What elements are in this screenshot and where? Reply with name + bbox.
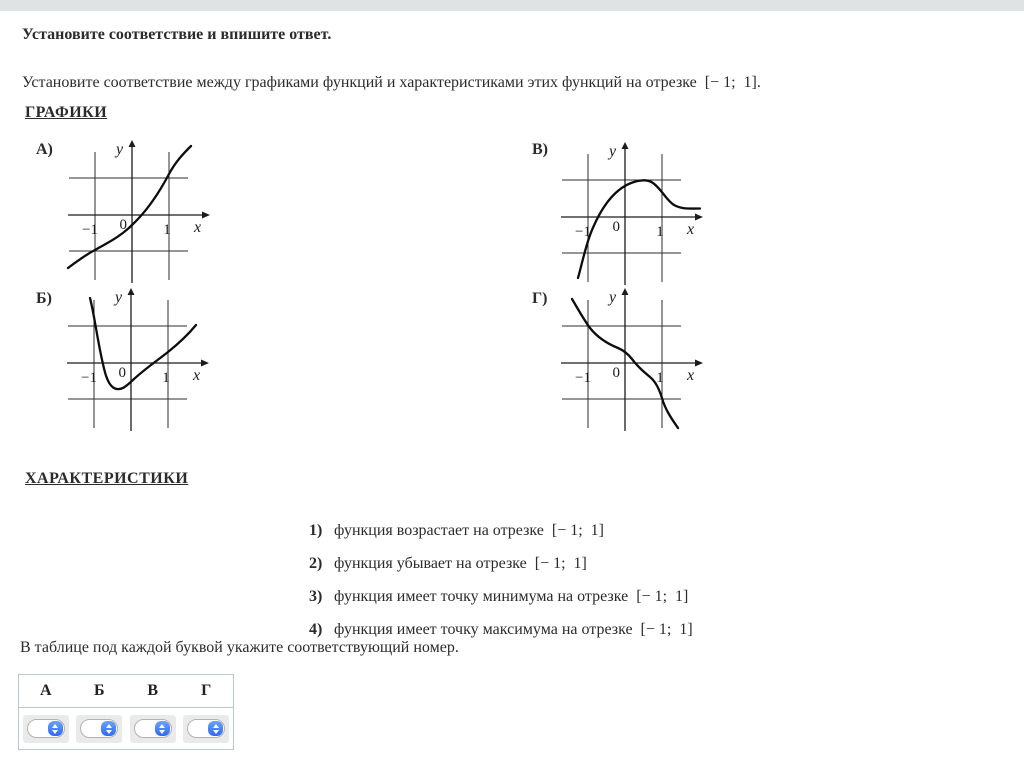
item-text: функция имеет точку минимума на отрезке [− 1; 1] (334, 588, 689, 605)
stepper-up-icon[interactable] (159, 724, 165, 728)
stepper-button[interactable] (48, 721, 63, 736)
table-instruction: В таблице под каждой буквой укажите соответствующий номер. (20, 639, 459, 656)
answer-stepper-g[interactable] (183, 715, 229, 743)
stepper-up-icon[interactable] (106, 724, 112, 728)
tick-zero: 0 (119, 217, 127, 233)
tick-one: 1 (656, 370, 664, 386)
task-instruction: Установите соответствие между графиками функций и характеристиками этих функций на отрезке [− 1; 1]. (22, 74, 761, 91)
y-axis-arrow-icon (129, 140, 136, 147)
tick-minus1: −1 (575, 224, 591, 240)
tick-minus1: −1 (82, 222, 98, 238)
function-curve (68, 146, 191, 268)
stepper-button[interactable] (208, 721, 223, 736)
item-number: 3) (309, 588, 323, 605)
graph-a-plot (65, 138, 215, 288)
answer-table-inputs (19, 708, 233, 749)
x-axis-label: x (687, 221, 695, 238)
item-text: функция убывает на отрезке [− 1; 1] (334, 555, 587, 572)
tick-zero: 0 (612, 365, 620, 381)
answer-cell-b (73, 708, 127, 749)
x-axis-arrow-icon (202, 212, 210, 219)
x-axis-label: x (687, 367, 695, 384)
y-axis-label: y (116, 141, 124, 158)
column-header-b: Б (93, 682, 105, 699)
graph-a-label: А) (36, 141, 53, 158)
stepper-button[interactable] (155, 721, 170, 736)
x-axis-label: x (193, 367, 201, 384)
stepper-down-icon[interactable] (159, 730, 165, 734)
tick-minus1: −1 (81, 370, 97, 386)
stepper-field[interactable] (80, 719, 118, 738)
stepper-down-icon[interactable] (213, 730, 219, 734)
item-text: функция возрастает на отрезке [− 1; 1] (334, 522, 604, 539)
stepper-up-icon[interactable] (213, 724, 219, 728)
column-header-g: Г (201, 682, 212, 699)
tick-zero: 0 (612, 219, 620, 235)
x-axis-arrow-icon (695, 214, 703, 221)
item-number: 4) (309, 621, 323, 638)
graph-b-plot (64, 286, 214, 436)
tick-zero: 0 (118, 365, 126, 381)
function-curve (90, 298, 196, 389)
function-curve (578, 180, 700, 278)
x-axis-arrow-icon (695, 360, 703, 367)
stepper-down-icon[interactable] (52, 730, 58, 734)
item-number: 1) (309, 522, 323, 539)
tick-minus1: −1 (575, 370, 591, 386)
item-number: 2) (309, 555, 323, 572)
stepper-field[interactable] (134, 719, 172, 738)
tick-one: 1 (656, 224, 664, 240)
answer-stepper-b[interactable] (76, 715, 122, 743)
stepper-button[interactable] (101, 721, 116, 736)
y-axis-label: y (609, 289, 617, 306)
answer-table (18, 674, 234, 750)
answer-cell-g (180, 708, 234, 749)
y-axis-label: y (609, 143, 617, 160)
stepper-down-icon[interactable] (106, 730, 112, 734)
x-axis-arrow-icon (201, 360, 209, 367)
answer-cell-v (126, 708, 180, 749)
column-header-a: А (39, 682, 52, 699)
graph-g-label: Г) (532, 290, 548, 307)
graph-b-label: Б) (36, 290, 52, 307)
column-header-v: В (147, 682, 159, 699)
graphs-heading: ГРАФИКИ (25, 104, 108, 121)
y-axis-label: y (115, 289, 123, 306)
y-axis-arrow-icon (128, 288, 135, 295)
x-axis-label: x (194, 219, 202, 236)
page-title: Установите соответствие и впишите ответ. (22, 26, 332, 43)
answer-cell-a (19, 708, 73, 749)
y-axis-arrow-icon (622, 288, 629, 295)
top-bar (0, 0, 1024, 11)
answer-stepper-a[interactable] (23, 715, 69, 743)
answer-stepper-v[interactable] (130, 715, 176, 743)
stepper-field[interactable] (27, 719, 65, 738)
graph-g-plot (558, 286, 708, 436)
graph-v-plot (558, 140, 708, 290)
item-text: функция имеет точку максимума на отрезке [− 1; 1] (334, 621, 693, 638)
tick-one: 1 (162, 370, 170, 386)
y-axis-arrow-icon (622, 142, 629, 149)
graph-v-label: В) (532, 141, 548, 158)
stepper-up-icon[interactable] (52, 724, 58, 728)
tick-one: 1 (163, 222, 171, 238)
characteristics-heading: ХАРАКТЕРИСТИКИ (25, 470, 189, 487)
stepper-field[interactable] (187, 719, 225, 738)
answer-table-header (19, 675, 233, 708)
